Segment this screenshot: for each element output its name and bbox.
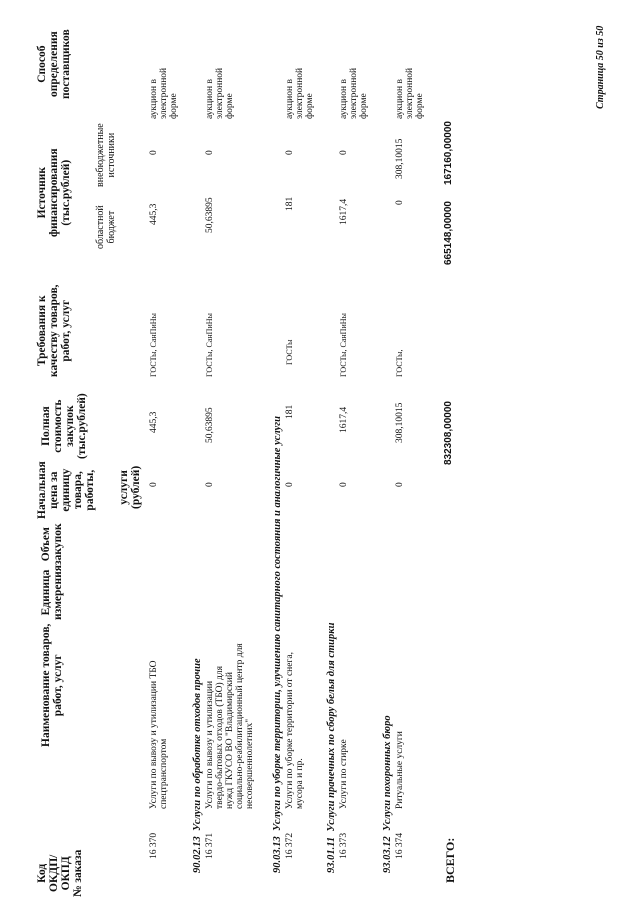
- row-number: 16 372: [285, 832, 295, 859]
- section-row: 93.01.11 Услуги прачечных по сбору белья для стирки: [326, 622, 337, 873]
- section-row: 93.03.12 Услуги похоронных бюро: [382, 715, 393, 873]
- totals-extra: 167160,00000: [443, 121, 454, 185]
- row-total: 50,63895: [205, 407, 215, 443]
- header-code: Код ОКДП/ ОКПД № заказа: [36, 849, 85, 897]
- row-regional: 181: [285, 196, 295, 211]
- header-price-sub: услуги (рублей): [118, 465, 143, 509]
- row-extra: 0: [205, 150, 215, 155]
- row-regional: 0: [395, 200, 405, 205]
- row-number: 16 373: [339, 832, 349, 859]
- row-name: Услуги по стирке: [339, 739, 349, 809]
- header-unit: Единица измерения: [40, 565, 65, 620]
- header-source: Источник финансирования (тыс.рублей): [36, 148, 73, 237]
- row-regional: 445,3: [149, 203, 159, 225]
- header-source-extra: внебюджетные источники: [95, 123, 117, 187]
- header-volume: Объем закупок: [40, 523, 65, 565]
- row-method: аукцион в электронной форме: [395, 67, 425, 119]
- header-source-regional: областной бюджет: [95, 205, 117, 249]
- row-total: 308,10015: [395, 402, 405, 443]
- row-extra: 0: [339, 150, 349, 155]
- row-method: аукцион в электронной форме: [205, 67, 235, 119]
- row-name: Ритуальные услуги: [395, 731, 405, 809]
- row-number: 16 370: [149, 832, 159, 859]
- header-price: Начальная цена за единицу товара, работы,: [36, 461, 97, 519]
- row-extra: 308,10015: [395, 138, 405, 179]
- row-price: 0: [395, 482, 405, 487]
- row-number: 16 371: [205, 832, 215, 859]
- row-req: ГОСТы: [285, 339, 294, 365]
- section-row: 90.03.13 Услуги по уборке территории, улучшению санитарного состояния и аналогичные услуги: [272, 415, 283, 873]
- totals-label: ВСЕГО:: [443, 837, 457, 883]
- row-total: 181: [285, 404, 295, 419]
- row-req: ГОСТы, СанПиНы: [339, 313, 348, 377]
- row-extra: 0: [285, 150, 295, 155]
- row-price: 0: [149, 482, 159, 487]
- row-price: 0: [285, 482, 295, 487]
- row-name: Услуги по вывозу и утилизации ТБО спецтранспортом: [149, 660, 169, 809]
- row-req: ГОСТы, СанПиНы: [149, 313, 158, 377]
- row-method: аукцион в электронной форме: [285, 67, 315, 119]
- header-total: Полная стоимость закупок (тыс.рублей): [40, 393, 89, 459]
- row-method: аукцион в электронной форме: [339, 67, 369, 119]
- row-price: 0: [339, 482, 349, 487]
- row-total: 1617,4: [339, 406, 349, 433]
- row-number: 16 374: [395, 832, 405, 859]
- totals-regional: 665148,00000: [443, 201, 454, 265]
- row-price: 0: [205, 482, 215, 487]
- row-regional: 1617,4: [339, 198, 349, 225]
- header-method: Способ определения поставщиков: [36, 29, 73, 99]
- row-name: Услуги по вывозу и утилизации твердо-бытовых отходов (ТБО) для нужд ГКУСО ВО "Владимирский социально-реабилитационный центр для несовершеннолетних": [205, 643, 255, 809]
- header-name: Наименование товаров, работ, услуг: [40, 623, 65, 747]
- row-req: ГОСТы, СанПиНы: [205, 313, 214, 377]
- row-req: ГОСТы,: [395, 349, 404, 377]
- row-method: аукцион в электронной форме: [149, 67, 179, 119]
- row-total: 445,3: [149, 411, 159, 433]
- header-requirements: Требования к качеству товаров, работ, услуг: [36, 284, 73, 377]
- totals-total: 832308,00000: [443, 401, 454, 465]
- row-name: Услуги по уборке территории от снега, мусора и пр.: [285, 652, 305, 809]
- page-number: Страница 50 из 50: [595, 25, 606, 109]
- row-regional: 50,63895: [205, 197, 215, 233]
- section-row: 90.02.13 Услуги по обработке отходов прочие: [192, 658, 203, 873]
- row-extra: 0: [149, 150, 159, 155]
